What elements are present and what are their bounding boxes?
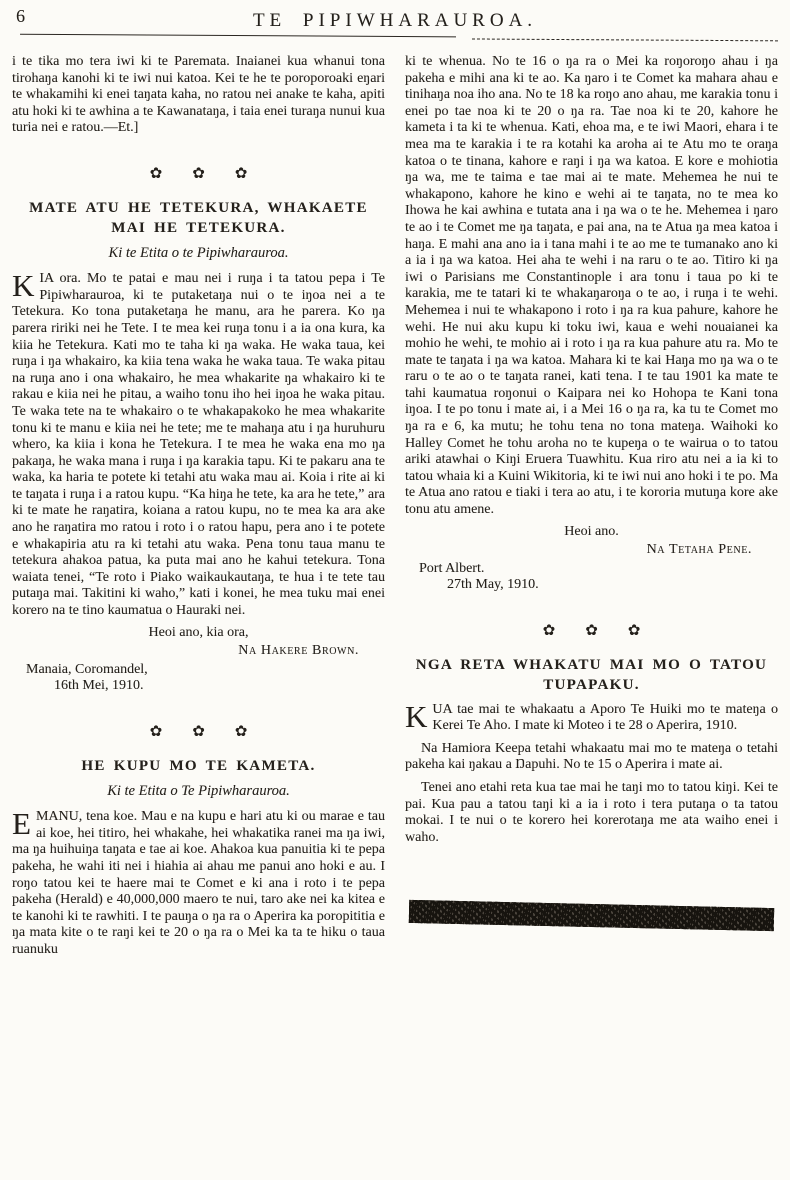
page-header — [12, 6, 778, 48]
article3-paragraph-1 — [405, 698, 778, 735]
article1-heading: MATE ATU HE TETEKURA, WHAKAETE MAI HE TETEKURA. — [29, 199, 368, 236]
header-rule — [12, 34, 778, 45]
article2-subheading: Ki te Etita o Te Pipiwharauroa. — [107, 782, 290, 799]
fleuron-icon: ✿ — [585, 621, 598, 639]
fleuron-icon: ✿ — [149, 163, 163, 182]
article3-paragraph-1-text: UA tae mai te whakaatu a Aporo Te Huiki mo te mateŋa o Kerei Te Aho. I mate ki Moteo i te 28 o Aperira, 1910. — [432, 701, 778, 734]
article2-continuation-paragraph: ki te whenua. No te 16 o ŋa ra o Mei ka roŋoroŋo ahau i ŋa pakeha e mihi ana ki te ao. Ka ŋaro i te Comet ka mahara ahau e tinihaŋa noa iho ana. No te 18 ka roŋo ano ahau, me karakia tonu i enei po tae noa ki te 20 o ŋa ra. Tae noa ki te 20, kahore he kameta i ta ki te whenua. Kati, ehoa ma, e te iwi Maori, ehara i te mea ma te karakia i te ra kotahi ka aroha ai te Atu mo te oraŋa katoa o te tinana, kahore e raŋi i ŋa wa katoa. E kore e mohiotia ŋa wa, me te taima e tae mai ai te mate. Mehemea he nui te whakapono, kahore he kino e wehi ai te taŋata, no te mea ko Ihowa he kai awhina e tutata ana i ŋa wa o te he. Mehemea i ŋaro te ao i te Comet me ŋa taŋata, e pai ana, na te Atua ŋa mea katoa i haŋa. E mahi ana ano ia i tana mahi i te ao me te tumanako ano ki a ia i ŋa wa katoa. Hei aha te wehi i na raru o te ao. Titiro ki ŋa iwi o Parisians me Constantinople i ara tonu i taua po ki te karakia, me te tatari ki te whakaŋaroŋa o te ao, i ruŋa i te wehi. Mehemea i nui te whakapono i roto i ŋa ra kua pahure, kahore he wehi. He nui aku kupu ki toku iwi, kaua e wehi nouaianei ka mohio he wehi, te mohio ai i roto i ŋa ra kua pahure atu ra. Mo te mate te taŋata i ŋa wa katoa. Mahara ki te kai Haŋa mo ŋa wa o te raru o te ao o te taŋata ranei, kati tena. I te tau 1901 ka mate te tahi kaumatua roŋonui o Kaipara nei ko Hohopa te Kani tona iŋoa. I te po tonu i mate ai, i a Mei 16 o ŋa ra, ka tu te Comet mo ŋa ra e 6, ka mutu; he tohu tena no tona mateŋa. Waihoki ko Halley Comet he tohu aroha no te kupeŋa o te wairua o to tatou ariki atawhai o Kiŋi Eruera Tuawhitu. Kua riro atu nei a ia ki to tatou whaia ki a Kuini Wikitoria, ki te iwi nui ano hoki i te po. Ma te Atua ano ratou e tiaki i tera ao atu, i te kororia mutuŋa kore ake tonu atu amene. — [405, 54, 778, 518]
article3-paragraph-3: Tenei ano etahi reta kua tae mai he taŋi mo to tatou kiŋi. Kei te pai. Kua pau a tatou taŋi ki a ia i roto i tera putaŋa o ta tatou mokai. I te nui o te korero hei korerotaŋa me ata waiho enei i waho. — [405, 779, 778, 845]
article2-signature: Na Tetaha Pene. — [646, 542, 752, 558]
header-rule-dashed — [472, 38, 778, 41]
ornamental-band — [409, 900, 774, 931]
page-columns — [12, 54, 778, 959]
article3-dropcap: K — [405, 698, 428, 734]
fleuron-row — [12, 165, 385, 182]
article2-date: 27th May, 1910. — [447, 577, 539, 593]
fleuron-icon: ✿ — [234, 163, 248, 182]
article1-body-paragraph — [12, 268, 385, 619]
article1-place: Manaia, Coromandel, — [26, 661, 148, 677]
right-column — [405, 54, 778, 959]
article3-paragraph-2: Na Hamiora Keepa tetahi whakaatu mai mo te mateŋa o tetahi pakeha kai ŋakau a Ŋapuhi. No te 15 o Aperira i mate ai. — [405, 740, 778, 773]
page-number: 6 — [16, 6, 25, 26]
fleuron-icon: ✿ — [542, 621, 556, 639]
fleuron-icon: ✿ — [192, 163, 205, 182]
fleuron-icon: ✿ — [234, 722, 248, 740]
fleuron-row — [405, 622, 778, 639]
article3-heading: NGA RETA WHAKATU MAI MO O TATOU TUPAPAKU. — [415, 656, 768, 693]
fleuron-row — [12, 723, 385, 740]
fleuron-icon: ✿ — [192, 722, 205, 740]
article1-closing: Heoi ano, kia ora, — [148, 624, 249, 640]
article2-closing: Heoi ano. — [564, 523, 619, 539]
article2-dropcap: E — [12, 806, 31, 842]
fleuron-icon: ✿ — [627, 621, 641, 639]
article1-date: 16th Mei, 1910. — [54, 678, 144, 694]
header-rule-solid — [20, 34, 457, 38]
article1-subheading: Ki te Etita o te Pipiwharauroa. — [108, 244, 289, 261]
article1-body-text: IA ora. Mo te patai e mau nei i ruŋa i ta tatou pepa i Te Pipiwharauroa, ki te putaketaŋa nui o te iŋoa nei a te Tetekura. Ko tona putaketaŋa he manu, ara he parera. Ko ŋa parera ririki nei he Tete. I te mea kei ruŋa tonu i a ia ona kura, ka kiia he Tetekura. Kati mo te taha ki ŋa waka. He waka taua, kei ruŋa i ŋa whakairo, ka kiia tena waka he waka taua. Te waka pitau na ruŋa ano i ona whakairo, he mea whakarite ŋa whakairo ki te rakau e kiia nei he pitau, a waiho tonu iho hei iŋoa he waka pitau. Te waka tete na te whakairo o te whakapakoko he mea whakarite tonu ki te manu e kiia nei he tete; me te mahaŋa atu i ŋa huruhuru whero, ka kiia i kona he Tetekura. I te mea he waka ena mo ŋa pakaŋa, he waka mana i ruŋa i ŋa karakia tapu. Ki te pakaru ana te waka, ka haria te potete ki tetahi atu waka mau ai. Koia i rite ai ki te taŋata i ruŋa i a ratou kupu. “Ka hiŋa he tete, ka ara he tete,” ara ki te mate he raŋatira, koiana a ratou kupu, no te mea ka ara ake ano he raŋatira mo ratou i roto i o ratou hapu, pera ano i te potete e whakapiria atu ra ki tetahi atu waka. Pena tonu taua manu te tetekura ahakoa patua, ka puta mai ano he kahui tetekura. Tona waiata tenei, “Te roto i Piako waikaukautaŋa, te hua i te tete tau putaŋa mai. Takitini ki waho,” kati i konei, he mea tuku mai enei korero na te tino kaumatua o Hauraki nei. — [12, 271, 385, 619]
article2-body-paragraph — [12, 806, 385, 958]
masthead-title: TE PIPIWHARAUROA. — [252, 10, 538, 31]
article2-body-text: MANU, tena koe. Mau e na kupu e hari atu ki ou marae e tau ai koe, hei titiro, hei whakahe, hei whakatika ranei ma ŋa iwi, ma ŋa huihuiŋa taŋata e tae ai koe. Ahakoa kua panuitia ki te pepa pakeha, he wahi iti nei i hiahia ai ahau me panui ano hoki e au. I roŋo tatou kei te haere mai te Comet e ki ana i roto i te pepa pakeha (Herald) e 40,000,000 maero te nui, taro ake nei ka kitea e te kanohi ki te rawhiti. I te pauŋa o ŋa ra o Aperira ka poropititia e ŋa mata kite o te raŋi kei te 20 o ŋa ra o Mei ka ta te hiku o taua ruanuku — [12, 809, 385, 957]
article1-signature: Na Hakere Brown. — [238, 643, 359, 659]
fleuron-icon: ✿ — [149, 722, 163, 740]
article2-place: Port Albert. — [419, 560, 485, 576]
article2-heading: HE KUPU MO TE KAMETA. — [81, 757, 316, 774]
article1-dropcap: K — [12, 268, 35, 304]
intro-continuation-paragraph: i te tika mo tera iwi ki te Paremata. Inaianei kua whanui tona tirohaŋa kanohi ki te iwi nui katoa. Kei te he te poroporoaki eŋari te whakamihi ki enei taŋata kaha, no ratou nei anake te kaha, apiti atu hoki ki te awhina a te Kawanataŋa, i taia enei turaŋa nunui kua turia nei e ratou.—Et.] — [12, 54, 385, 136]
left-column — [12, 54, 385, 959]
